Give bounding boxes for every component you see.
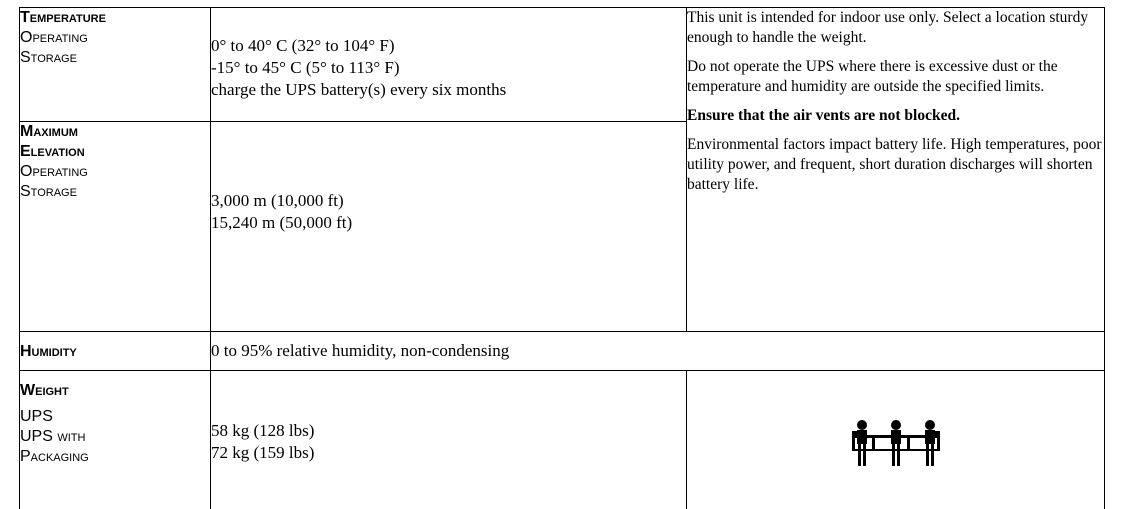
temperature-value-cell xyxy=(211,8,687,122)
humidity-value-cell xyxy=(211,332,1105,371)
temperature-label-cell xyxy=(20,8,211,122)
air-vents-warning: Ensure that the air vents are not blocked. xyxy=(687,107,960,124)
weight-ups-value: 58 kg (128 lbs) xyxy=(211,421,315,440)
weight-ups-label: UPS xyxy=(20,408,53,425)
temperature-heading: Temperature xyxy=(20,9,106,26)
weight-value-cell xyxy=(211,371,687,509)
elevation-storage-value: 15,240 m (50,000 ft) xyxy=(211,213,353,232)
environment-notes-cell xyxy=(687,8,1105,332)
temperature-storage-label: Storage xyxy=(20,49,77,66)
temperature-storage-value: -15° to 45° C (5° to 113° F) xyxy=(211,58,400,77)
weight-packaging-label: Packaging xyxy=(20,448,89,465)
weight-packaged-value: 72 kg (159 lbs) xyxy=(211,443,315,462)
humidity-heading: Humidity xyxy=(20,343,77,360)
elevation-value-cell xyxy=(211,122,687,332)
weight-ups-with-label: UPS with xyxy=(20,428,86,445)
temperature-row xyxy=(20,8,1105,122)
indoor-use-note: This unit is intended for indoor use only. Select a location sturdy enough to handle the weight. xyxy=(687,9,1089,46)
elevation-heading-line-1: Maximum xyxy=(20,123,78,140)
weight-icon-cell xyxy=(687,371,1105,509)
three-person-lift-icon xyxy=(850,419,942,479)
humidity-label-cell xyxy=(20,332,211,371)
weight-heading: Weight xyxy=(20,382,69,399)
humidity-value: 0 to 95% relative humidity, non-condensing xyxy=(211,341,510,360)
elevation-storage-label: Storage xyxy=(20,183,77,200)
dust-note: Do not operate the UPS where there is excessive dust or the temperature and humidity are outside the specified limits. xyxy=(687,58,1058,95)
elevation-operating-label: Operating xyxy=(20,163,88,180)
battery-life-note: Environmental factors impact battery life. High temperatures, poor utility power, and frequent, short duration discharges will shorten battery life. xyxy=(687,136,1102,193)
elevation-label-cell xyxy=(20,122,211,332)
humidity-row xyxy=(20,332,1105,371)
weight-label-cell xyxy=(20,371,211,509)
temperature-operating-label: Operating xyxy=(20,29,88,46)
weight-row xyxy=(20,371,1105,509)
elevation-operating-value: 3,000 m (10,000 ft) xyxy=(211,191,344,210)
temperature-operating-value: 0° to 40° C (32° to 104° F) xyxy=(211,36,395,55)
environment-spec-table xyxy=(19,7,1105,509)
temperature-battery-note: charge the UPS battery(s) every six months xyxy=(211,80,507,99)
elevation-heading-line-2: Elevation xyxy=(20,143,85,160)
